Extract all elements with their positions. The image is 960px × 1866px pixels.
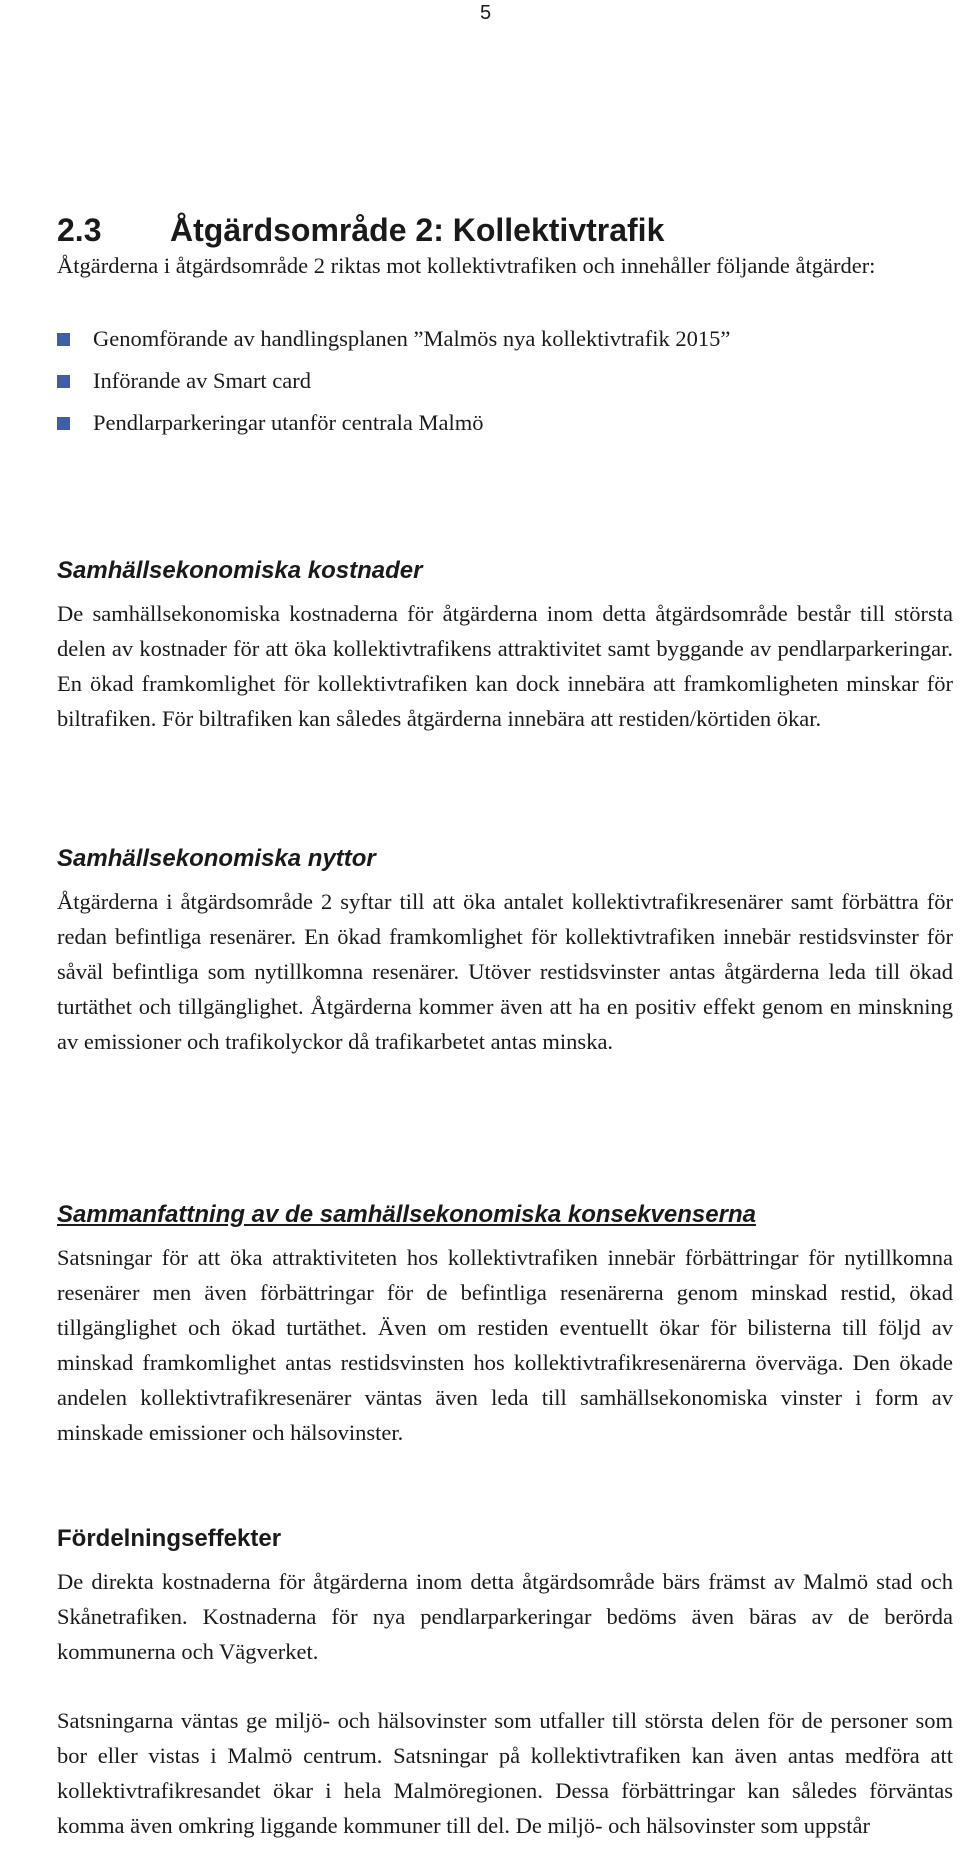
- square-bullet-icon: [57, 375, 70, 388]
- section-heading: [57, 212, 664, 249]
- square-bullet-icon: [57, 333, 70, 346]
- distribution-heading: Fördelningseffekter: [57, 1525, 282, 1552]
- costs-paragraph: De samhällsekonomiska kostnaderna för åtgärderna inom detta åtgärdsområde består till största delen av kostnader för att öka kollektivtrafikens attraktivitet samt byggande av pendlarparkeringar. En ökad framkomlighet för kollektivtrafiken kan dock innebära att framkomligheten minskar för biltrafiken. För biltrafiken kan således åtgärderna innebära att restiden/körtiden ökar.: [57, 601, 953, 731]
- distribution-paragraph-2: Satsningarna väntas ge miljö- och hälsovinster som utfaller till största delen för de personer som bor eller vistas i Malmö centrum. Satsningar på kollektivtrafiken kan även antas medföra att kollektivtrafikresandet ökar i hela Malmöregionen. Dessa förbättringar kan således förväntas komma även omkring liggande kommuner till del. De miljö- och hälsovinster som uppstår: [57, 1708, 953, 1838]
- benefits-section: [57, 842, 953, 1059]
- measures-list: [57, 318, 953, 444]
- costs-heading: Samhällsekonomiska kostnader: [57, 557, 423, 584]
- list-item: Införande av Smart card: [57, 360, 953, 402]
- costs-section: [57, 554, 953, 736]
- page-number: 5: [480, 2, 492, 24]
- intro-paragraph: Åtgärderna i åtgärdsområde 2 riktas mot kollektivtrafiken och innehåller följande åtgärder:: [57, 253, 876, 278]
- list-item: Genomförande av handlingsplanen ”Malmös nya kollektivtrafik 2015”: [57, 318, 953, 360]
- distribution-paragraph-1: De direkta kostnaderna för åtgärderna inom detta åtgärdsområde bärs främst av Malmö stad och Skånetrafiken. Kostnaderna för nya pendlarparkeringar bedöms även bäras av de berörda kommunerna och Vägverket.: [57, 1569, 953, 1664]
- summary-section: [57, 1198, 953, 1450]
- square-bullet-icon: [57, 417, 70, 430]
- section-title: Åtgärdsområde 2: Kollektivtrafik: [170, 212, 665, 248]
- summary-heading: Sammanfattning av de samhällsekonomiska konsekvenserna: [57, 1201, 756, 1228]
- list-item: Pendlarparkeringar utanför centrala Malmö: [57, 402, 953, 444]
- distribution-section: [57, 1522, 953, 1843]
- measures-list-block: [57, 318, 953, 444]
- intro-block: [57, 248, 953, 283]
- section-number: 2.3: [57, 212, 102, 248]
- summary-paragraph: Satsningar för att öka attraktiviteten hos kollektivtrafiken innebär förbättringar för nytillkomna resenärer men även förbättringar för de befintliga resenärerna genom minskad restid, ökad tillgänglighet och ökad turtäthet. Även om restiden eventuellt ökar för bilisterna till följd av minskad framkomlighet antas restidsvinsten hos kollektivtrafikresenärerna överväga. Den ökade andelen kollektivtrafikresenärer väntas även leda till samhällsekonomiska vinster i form av minskade emissioner och hälsovinster.: [57, 1245, 953, 1445]
- benefits-paragraph: Åtgärderna i åtgärdsområde 2 syftar till att öka antalet kollektivtrafikresenärer samt förbättra för redan befintliga resenärer. En ökad framkomlighet för kollektivtrafiken innebär restidsvinster för såväl befintliga som nytillkomna resenärer. Utöver restidsvinster antas åtgärderna leda till ökad turtäthet och tillgänglighet. Åtgärderna kommer även att ha en positiv effekt genom en minskning av emissioner och trafikolyckor då trafikarbetet antas minska.: [57, 889, 953, 1054]
- benefits-heading: Samhällsekonomiska nyttor: [57, 845, 376, 872]
